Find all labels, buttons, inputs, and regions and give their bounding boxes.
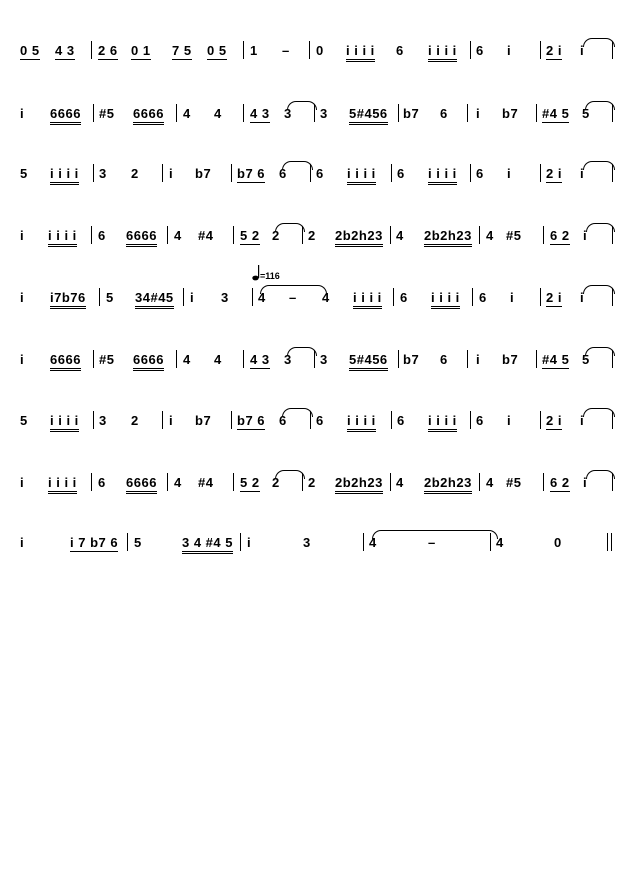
note-group: 2 [131,413,139,428]
note-group: i [20,475,25,490]
note-group: i i i i [428,44,457,62]
note-group: 6 [316,166,324,181]
score-line [0,225,641,265]
score-line [0,532,641,572]
barline [243,41,244,59]
tie-slur [583,38,615,47]
barline [162,411,163,429]
note-group: 0 [554,535,562,550]
note-group: 2b2h23 [424,229,472,247]
tie-slur [287,101,317,110]
barline [363,533,364,551]
note-group: 3 [320,352,328,367]
note-group: #4 5 [542,352,570,367]
note-group: 5 2 [240,228,260,243]
note-group: b7 6 [237,413,266,428]
tie-slur [287,347,317,356]
note-group: i [583,475,588,490]
note-group: 6 [440,106,448,121]
note-group: 4 3 [55,43,75,58]
barline [540,288,541,306]
note-group: 5 [134,535,142,550]
note-group: i [20,228,25,243]
tie-slur [275,223,305,232]
note-group: i i i i [353,291,382,309]
note-group: i i i i [50,414,79,432]
note-group: 6 [98,475,106,490]
barline [472,288,473,306]
tie-slur [585,101,615,110]
barline [93,164,94,182]
barline [540,164,541,182]
note-group: 6666 [133,353,164,371]
tie-slur [260,285,327,294]
note-group: 6 [476,413,484,428]
note-group: i [507,43,512,58]
note-group: 6 [479,290,487,305]
note-group: 3 4 #4 5 [182,536,233,554]
tie-slur [372,530,498,539]
barline [470,41,471,59]
note-group: b7 [195,413,212,428]
note-group: – [428,535,436,550]
note-group: 2 [308,228,316,243]
note-group: 1 [250,43,258,58]
note-group: 4 [174,475,182,490]
barline [393,288,394,306]
note-group: i [20,290,25,305]
note-group: #4 5 [542,106,570,121]
barline [167,226,168,244]
note-group: 2 i [546,413,562,428]
note-group: i i i i [50,167,79,185]
quarter-note-icon [252,265,260,281]
note-group: 7 5 [172,43,192,58]
note-group: 2 6 [98,43,118,58]
note-group: 4 [396,475,404,490]
barline [540,41,541,59]
note-group: 3 [99,166,107,181]
score-line [0,349,641,389]
note-group: 6 2 [550,228,570,243]
note-group: i [507,413,512,428]
note-group: 6 2 [550,475,570,490]
tempo-value: =116 [260,271,280,281]
note-group: 4 [369,535,377,550]
note-group: #4 [198,475,214,490]
note-group: i [580,413,585,428]
note-group: b7 6 [237,166,266,181]
barline [479,473,480,491]
note-group: b7 [502,352,519,367]
note-group: 6 [397,413,405,428]
note-group: – [289,290,297,305]
note-group: i i i i [347,167,376,185]
barline [398,350,399,368]
note-group: i7b76 [50,291,86,309]
note-group: i [190,290,195,305]
barline [243,350,244,368]
note-group: #5 [506,475,522,490]
note-group: i [583,228,588,243]
note-group: i [169,166,174,181]
barline [99,288,100,306]
note-group: i i i i [428,414,457,432]
barline [93,350,94,368]
score-line [0,287,641,327]
tempo-marking [252,265,280,281]
note-group: 4 [486,475,494,490]
note-group: i [247,535,252,550]
note-group: 0 1 [131,43,151,58]
note-group: 4 [322,290,330,305]
note-group: 2 i [546,43,562,58]
note-group: i [20,535,25,550]
barline [543,473,544,491]
note-group: 6 [316,413,324,428]
note-group: 3 [320,106,328,121]
note-group: 4 [183,106,191,121]
note-group: i [580,43,585,58]
note-group: 6666 [126,476,157,494]
note-group: i 7 b7 6 [70,535,119,550]
note-group: 5 [106,290,114,305]
note-group: 2b2h23 [335,476,383,494]
note-group: i [580,166,585,181]
tie-slur [586,223,615,232]
note-group: 6 [98,228,106,243]
tie-slur [585,347,615,356]
note-group: 6 [476,43,484,58]
note-group: 3 [303,535,311,550]
note-group: 6 [400,290,408,305]
note-group: b7 [502,106,519,121]
note-group: 6 [279,413,287,428]
score-line [0,103,641,143]
barline [231,164,232,182]
note-group: 2 i [546,166,562,181]
score-line [0,472,641,512]
barline [93,411,94,429]
barline [231,411,232,429]
note-group: #5 [99,106,115,121]
barline [470,164,471,182]
score-line [0,163,641,203]
note-group: 5#456 [349,107,388,125]
barline [611,533,612,551]
note-group: 4 [214,352,222,367]
note-group: 4 [396,228,404,243]
note-group: 6 [476,166,484,181]
barline [176,104,177,122]
barline [536,104,537,122]
note-group: 6 [397,166,405,181]
note-group: b7 [403,106,420,121]
note-group: 6666 [126,229,157,247]
barline [309,41,310,59]
barline [93,104,94,122]
barline [252,288,253,306]
tie-slur [275,470,305,479]
note-group: i i i i [347,414,376,432]
barline [540,411,541,429]
note-group: i [169,413,174,428]
note-group: 2b2h23 [335,229,383,247]
note-group: i i i i [48,476,77,494]
note-group: 5 [20,413,28,428]
barline [479,226,480,244]
note-group: 0 [316,43,324,58]
tie-slur [586,470,615,479]
barline [390,473,391,491]
score-line [0,410,641,450]
barline [391,411,392,429]
barline [470,411,471,429]
note-group: i [476,352,481,367]
note-group: 4 [183,352,191,367]
note-group: 2b2h23 [424,476,472,494]
barline [243,104,244,122]
tie-slur [583,285,615,294]
note-group: 2 i [546,290,562,305]
barline [127,533,128,551]
note-group: 4 3 [250,352,270,367]
barline [536,350,537,368]
note-group: b7 [403,352,420,367]
note-group: i i i i [428,167,457,185]
tie-slur [282,161,313,170]
note-group: 3 [284,106,292,121]
barline [233,473,234,491]
note-group: 2 [272,228,280,243]
note-group: i i i i [346,44,375,62]
note-group: 4 3 [250,106,270,121]
note-group: #5 [506,228,522,243]
note-group: 2 [272,475,280,490]
barline [467,350,468,368]
note-group: 5#456 [349,353,388,371]
barline [398,104,399,122]
note-group: 2 [308,475,316,490]
note-group: i [580,290,585,305]
note-group: 5 [582,106,590,121]
note-group: i [507,166,512,181]
note-group: 6666 [133,107,164,125]
barline [91,41,92,59]
barline [91,226,92,244]
note-group: 4 [174,228,182,243]
barline [543,226,544,244]
tie-slur [583,161,615,170]
barline [607,533,608,551]
note-group: i [20,352,25,367]
barline [391,164,392,182]
barline [176,350,177,368]
barline [390,226,391,244]
score-line [0,40,641,80]
note-group: 2 [131,166,139,181]
tie-slur [583,408,615,417]
note-group: 6 [440,352,448,367]
note-group: 0 5 [207,43,227,58]
barline [91,473,92,491]
note-group: i [20,106,25,121]
note-group: b7 [195,166,212,181]
barline [162,164,163,182]
note-group: 4 [496,535,504,550]
note-group: 6 [279,166,287,181]
note-group: 3 [221,290,229,305]
note-group: 4 [214,106,222,121]
note-group: 4 [258,290,266,305]
barline [233,226,234,244]
note-group: #4 [198,228,214,243]
barline [167,473,168,491]
note-group: 0 5 [20,43,40,58]
note-group: #5 [99,352,115,367]
tie-slur [282,408,313,417]
note-group: 5 [582,352,590,367]
note-group: – [282,43,290,58]
note-group: 5 2 [240,475,260,490]
note-group: i i i i [431,291,460,309]
note-group: 3 [99,413,107,428]
note-group: 4 [486,228,494,243]
barline [467,104,468,122]
note-group: i [510,290,515,305]
note-group: 5 [20,166,28,181]
note-group: 6 [396,43,404,58]
note-group: 3 [284,352,292,367]
barline [183,288,184,306]
note-group: i [476,106,481,121]
note-group: 34#45 [135,291,174,309]
note-group: 6666 [50,107,81,125]
note-group: i i i i [48,229,77,247]
barline [240,533,241,551]
note-group: 6666 [50,353,81,371]
